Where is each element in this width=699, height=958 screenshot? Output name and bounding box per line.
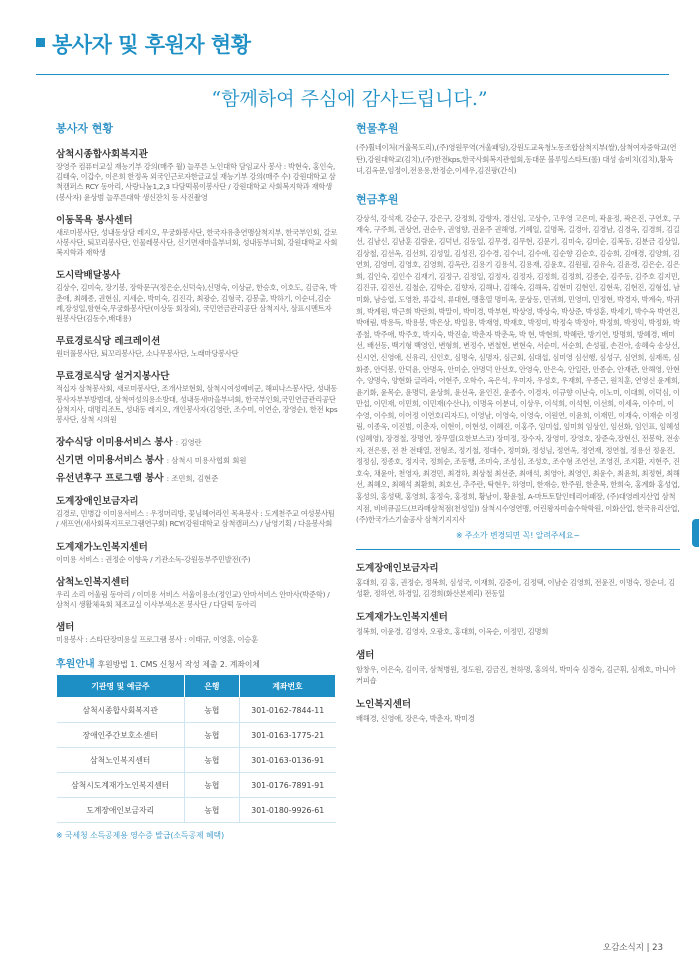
goods-donation-list: (주)휠네이처(겨울목도리),(주)영원무역(겨울패딩),강원도교육청노동조합삼척지부(쌀),삼척여자중학교(연탄),강원대학교(김치),(주)한전kps,한국사회복지관협회,동대문 블루밍스타트(롤) 대성 솔비치(김치),황옥녀,김옥문,임정이,전용용,한정순,이세우,김진팡(간식) <box>356 143 677 176</box>
donor-group-list: 정복희, 이윤경, 김영자, 오광호, 홍대희, 이옥순, 이정민, 김명희 <box>356 627 549 636</box>
account-bank: 농협 <box>184 773 239 798</box>
volunteer-org <box>56 212 338 259</box>
volunteer-org <box>56 493 338 529</box>
donor-group-list: 함창우, 이은숙, 김이국, 삼척병원, 정도원, 김금진, 천하명, 홍의석, 박미숙 심경숙, 김근휘, 심재호, 마니아커피숍 <box>356 664 676 686</box>
org-name: 이동목욕 봉사센터 <box>56 214 133 226</box>
account-bank: 농협 <box>184 723 239 748</box>
account-holder: 삼척노인복지센터 <box>57 748 185 773</box>
thanks-quote: “함께하여 주심에 감사드립니다.” <box>211 88 488 110</box>
account-bank: 농협 <box>184 798 239 823</box>
column-header: 계좌번호 <box>239 675 335 698</box>
org-name: 샘터 <box>56 622 75 634</box>
org-name: 무료경로식당 레크레이션 <box>56 336 161 348</box>
org-body: 김상수, 김미숙, 장기봉, 장학문구(정은순,신덕숙),신명숙, 이상균, 한승호, 이호도, 김금옥, 박춘애, 최혜종, 권현심, 지세순, 박미숙, 김진각, 최광순, 김형국, 김봉출, 박하기, 이순녀,김순례,장성일,함현숙,무궁화봉사단(이상동 회장외), 국민연금관리공단 삼척지사, 삼표시멘트자원봉사단(김동수,배대용) <box>56 283 337 324</box>
org-body: 새로미봉사단, 성내동상담 레지오, 무궁화봉사단, 한국자유총연맹삼척지부, 한국부인회, 갈로사봉사단, 퇴꼬리봉사단, 인물레봉사단, 신기면새마을부녀회, 성내동부녀회, 강원대학교 사회복지학과 재학생 <box>56 227 338 258</box>
cash-donation-list: 강상석, 강석재, 강순구, 강은구, 강정희, 강향자, 경신임, 고상수, 고우영 고은미, 곽윤정, 곽은진, 구연호, 구재숙, 구주희, 권상연, 권순우, 권영향, 권윤주 권해영, 기혜일, 길명복, 길경아, 김경남, 김경옥, 김경희, 김길선, 김남신, 김남훈 김람운, 김덕년, 김동일, 김무경, 김무현, 김문기, 김미숙, 김미순, 김복동, 김분금 김상일, 김상철, 김선옥, 김선희, 김성일, 김성진, 김수경, 김수녀, 김수애, 김순향 김순호, 김승희, 김애경, 김양희, 김연희, 김영미, 김영호, 김영희, 김옥란, 김용기 김용석, 김용재, 김윤호, 김원필, 김유숙, 김윤경, 김은순, 김은희, 김인숙, 김인수 김재기, 김정구, 김정일, 김정자, 김정자, 김정희, 김정희, 김종순, 김주동, 김주호 김지민, 김진규, 김진선, 김철순, 김학순, 김향자, 김해나, 김해숙, 김해옥, 김현미 김현인, 김현욱, 김현진, 김형섭, 남미화, 남승엽, 도영찬, 류갑석, 류대현, 맹흥열 명미옥, 문상동, 민귀희, 민영미, 민정현, 박경자, 박계숙, 박귀희, 박계원, 박근희 박란희, 박말이, 박미경, 박부현, 박상영, 박상숙, 박상준, 박성훈, 박세기, 박수옥 박연진, 박애림, 박용득, 박용봉, 박은상, 박일용, 박재영, 박재호, 박정미, 박정숙 박정아, 박정희, 박정익, 박정화, 박종철, 박주애, 박주호, 박지숙, 박진술, 박춘자 박춘옥, 박 현, 박현희, 박혜란, 방기연, 방명희, 방혜경, 배미선, 배선동, 백기형 백영인, 변형희, 변정수, 변철현, 변현숙, 서순미, 서순희, 손성필, 손진아, 송혜숙 송상선, 신시연, 신영애, 신유리, 신인호, 심명숙, 심명자, 심근회, 심대섭, 심미영 심선행, 심성구, 심연희, 심재록, 심화종, 안덕봉, 안덕윤, 안명옥, 안미순, 안명덕 안선호, 안영숙, 안은숙, 안일란, 안종순, 안재관, 안해영, 안현수, 양명숙, 양현화 글라라, 어현주, 오학수, 옥은석, 우미자, 우성호, 우재희, 우종근, 원치훈, 연영신 윤계희, 윤기화, 윤목순, 윤명덕, 윤상희, 윤선옥, 윤인진, 윤종수, 이경자, 이규향 이난숙, 이노미, 이대희, 이덕심, 이만섭, 이민재, 이민희, 이민재(수산나), 이명옥 이분녀, 이상우, 이석희, 이석현, 이선희, 이세옥, 이수미, 이수영, 이수희, 이어정 이연호(리자드), 이영남, 이영숙, 이영숙, 이원연, 이윤희, 이재민, 이재숙, 이재순 이정림, 이종욱, 이진범, 이춘자, 이현이, 이현성, 이혜진, 이홍주, 임미섭, 임미희 임상인, 임선화, 임인표, 임혜성(임혜영), 장경철, 장명연, 장무열(요한보스코) 장미정, 장수자, 장영미, 장영호, 장준숙,장현신, 전봉학, 전송자, 전은롱, 전 찬 전태열, 전형조, 정기철, 정대수, 정미화, 정성님, 정연옥, 정연재, 정연철, 정용선 정윤진, 정정심, 정종호, 정지국, 정희순, 조동행, 조미숙, 조성심, 조성호, 조수형 조연선, 조영진, 조지환, 지현주, 진호숙, 채윤아, 천영자, 최경민, 최경하, 최상철 최선준, 최애석, 최영아, 최영인, 최윤수, 최윤희, 최정현, 최해선, 최혜오, 최혜석 최환희, 최호선, 추주란, 탁현우, 하영미, 한재승, 한주원, 한춘복, 한희숙, 홍계화 홍성엽, 홍성의, 홍성택, 홍영희, 홍정숙, 홍정희, 황남이, 황윤철, A-마트토탈인테리어패장, (주)대영레지산업 삼척지점, 비비큐골드(브라매삼척점(천성일)) 삼척시수영연맹, 어린왕자미술수학학원, 이화산업, 한국유리산업, (주)한국가스기술공사 삼척기지지사 <box>356 213 680 525</box>
donor-group-name: 노인복지센터 <box>356 698 412 710</box>
inline-name: 유선년후구 프로그램 봉사 <box>56 473 164 485</box>
org-name: 도계재가노인복지센터 <box>56 541 148 553</box>
donor-group <box>356 609 680 638</box>
account-bank: 농협 <box>184 698 239 723</box>
title-marker <box>36 38 45 47</box>
volunteer-org <box>56 267 338 324</box>
account-holder: 삼척시종합사회복지관 <box>57 698 185 723</box>
org-body: 김경로, 민병갑 이미용서비스 : 우정머리방, 꽃님헤어라인 목욕봉사 : 도계천주교 여성봉사팀 / 새프연(새사회복지프로그램연구회) RCY(강원대학교 삼척캠퍼스) / 남영기획 / 다음봉사회 <box>56 509 335 529</box>
org-name: 도시락배달봉사 <box>56 270 121 282</box>
inline-volunteer <box>56 452 338 466</box>
volunteer-org <box>56 574 338 610</box>
support-heading <box>56 655 338 670</box>
org-body: 적십자 삼척봉사회, 새로미봉사단, 조개사보현회, 삼척시여성예비군, 해피나스봉사단, 성내동봉사자부부방범대, 삼척여성의용소방대, 성내동새마을부녀회, 한국부인회,국민연금관리공단 삼척지사, 대명리조트, 성내동 레지오, 개인봉사자(김영란, 조수미, 이연순, 장영순), 한전 kps봉사단, 삼척 시의원 <box>56 384 338 425</box>
inline-detail: : 삼척시 미용사협회 회원 <box>166 456 247 466</box>
donor-group <box>356 560 680 600</box>
cash-donation-title: 현금후원 <box>356 192 399 206</box>
inline-name: 장수식당 이미용서비스 봉사 <box>56 437 173 449</box>
inline-volunteer <box>56 470 338 484</box>
page-edge-tab <box>692 519 699 547</box>
volunteer-org <box>56 539 338 565</box>
table-row <box>57 723 336 748</box>
inline-name: 신기면 이미용서비스 봉사 <box>56 455 164 467</box>
column-header: 기관명 및 예금주 <box>57 675 185 698</box>
table-row <box>57 798 336 823</box>
donor-group <box>356 696 680 725</box>
org-body: 우리 소리 어울림 동아리 / 이미용 서비스 서울이용소(정인교) 안마서비스 안마사(박준학) / 삼척시 생활체육회 체조교실 이사부색소폰 봉사단 / 다담떡 동아리 <box>56 589 330 610</box>
org-name: 삼척시종합사회복지관 <box>56 149 148 160</box>
table-row <box>57 748 336 773</box>
volunteer-org <box>56 619 338 645</box>
account-number: 301-0162-7844-11 <box>239 698 335 723</box>
section-divider <box>356 549 680 550</box>
inline-volunteer <box>56 434 338 448</box>
account-table <box>56 674 336 823</box>
donor-group-name: 도계재가노인복지센터 <box>356 612 448 623</box>
org-body: 장영주 컴퓨터교실 재능기부 강의(매주 월) 늘푸른 노인대학 담임교사 봉사 : 박현숙, 홍인숙, 김태숙, 이갑수, 이은희 한정옥 외국인근로자한글교실 재능기부 강의(매주 수) 강원대학교 삼척캠퍼스 RCY 동아리, 사랑나눔1,2,3 다담떡볶이봉사단 / 강원대학교 사회복지학과 재학생(봉사자) 윤상범 늘푸른대학 생신잔치 등 사진촬영 <box>56 162 336 202</box>
volunteer-org <box>56 333 338 359</box>
volunteers-title: 봉사자 현황 <box>56 122 113 135</box>
donor-group-list: 배해경, 신영애, 장은숙, 박춘자, 박미경 <box>356 713 475 723</box>
tax-receipt-note: ※ 국세청 소득공제용 영수증 발급(소득공제 혜택) <box>56 831 225 841</box>
volunteer-org <box>56 146 338 203</box>
account-bank: 농협 <box>184 748 239 773</box>
donor-group-name: 도계장애인보금자리 <box>356 562 439 574</box>
inline-detail: : 김영란 <box>175 438 202 448</box>
table-header-row <box>57 675 336 698</box>
account-number: 301-0176-7891-91 <box>239 773 335 798</box>
volunteer-org <box>56 368 338 425</box>
donor-group-list: 홍대희, 김 홍, 권정순, 정복희, 심성국, 이재희, 김증이, 김정택, 이남순 김영희, 전윤진, 이명숙, 정순녀, 김성환, 정하연, 하경일, 김경희(화산본제리) 전동일 <box>356 577 675 599</box>
page-title: 봉사자 및 후원자 현황 <box>52 33 251 57</box>
column-header: 은행 <box>184 675 239 698</box>
support-title: 후원안내 <box>56 659 95 671</box>
org-body: 이미용 서비스 : 권정순 이향옥 / 기관소독-강원동부주민발전(주) <box>56 554 251 564</box>
account-holder: 장애인주간보호소센터 <box>57 723 185 748</box>
donor-group <box>356 647 680 687</box>
table-row <box>57 773 336 798</box>
account-holder: 도계장애인보금자리 <box>57 798 185 823</box>
page-footer: 오감소식지 | 23 <box>602 943 663 953</box>
table-row <box>57 698 336 723</box>
title-divider <box>36 74 669 75</box>
goods-donation-title: 현물후원 <box>356 122 399 135</box>
inline-detail: : 조민희, 김현준 <box>166 474 219 484</box>
donor-group-name: 샘터 <box>356 649 375 661</box>
account-number: 301-0180-9926-61 <box>239 798 335 823</box>
org-name: 도계장애인보금자리 <box>56 496 139 508</box>
address-change-note: ※ 주소가 변경되면 꼭! 알려주세요~ <box>455 530 581 540</box>
support-method: 후원방법 1. CMS 신청서 작성 제출 2. 계좌이체 <box>97 660 260 670</box>
account-number: 301-0163-1775-21 <box>239 723 335 748</box>
org-body: 원더풀봉사단, 퇴꼬리봉사단, 소나무봉사단, 노래마당봉사단 <box>56 349 239 359</box>
org-name: 삼척노인복지센터 <box>56 576 130 588</box>
account-holder: 삼척시도계재가노인복지센터 <box>57 773 185 798</box>
org-name: 무료경로식당 설거지봉사단 <box>56 371 170 383</box>
account-number: 301-0163-0136-91 <box>239 748 335 773</box>
right-column <box>356 120 680 724</box>
left-column <box>56 120 338 841</box>
org-body: 미용봉사 : 스타단장미용실 프로그램 봉사 : 이태규, 이영훈, 이승훈 <box>56 635 258 645</box>
